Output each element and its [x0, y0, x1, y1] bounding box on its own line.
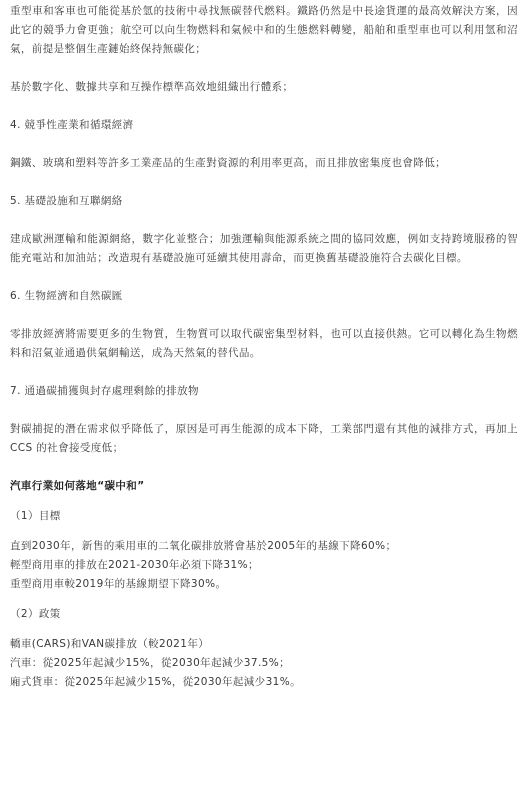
policy-item-cars-van: 轎車(CARS)和VAN碳排放（較2021年）: [10, 638, 210, 650]
paragraph-bioeconomy: 零排放經濟將需要更多的生物質，生物質可以取代碳密集型材料，也可以直接供熱。它可以轉化為生物燃料和沼氣並通過供氣網輸送，成為天然氣的替代品。: [10, 328, 518, 359]
section-title-auto-carbon-neutral: 汽車行業如何落地“碳中和”: [10, 480, 145, 492]
goal-item-heavy-commercial: 重型商用車較2019年的基線期望下降30%。: [10, 578, 227, 590]
article-body: [10, 2, 518, 692]
subheading-goals: （1）目標: [10, 510, 61, 522]
heading-carbon-capture: 7. 通過碳捕獲與封存處理剩餘的排放物: [10, 385, 199, 397]
subheading-policy: （2）政策: [10, 608, 61, 620]
policy-item-cars: 汽車：從2025年起減少15%，從2030年起減少37.5%；: [10, 657, 291, 669]
paragraph-infrastructure: 建成歐洲運輸和能源網絡，數字化並整合；加強運輸與能源系統之間的協同效應，例如支持跨境服務的智能充電站和加油站；改造現有基礎設施可延續其使用壽命，而更換舊基礎設施符合去碳化目標。: [10, 233, 518, 264]
heading-infrastructure: 5. 基礎設施和互聯網絡: [10, 195, 123, 207]
goal-item-light-commercial: 輕型商用車的排放在2021-2030年必須下降31%；: [10, 559, 259, 571]
heading-competitive-industry: 4. 競爭性產業和循環經濟: [10, 119, 134, 131]
paragraph-industry: 鋼鐵、玻璃和塑料等許多工業產品的生產對資源的利用率更高，而且排放密集度也會降低；: [10, 157, 446, 169]
heading-bioeconomy: 6. 生物經濟和自然碳匯: [10, 290, 123, 302]
paragraph-carbon-capture: 對碳捕捉的潛在需求似乎降低了，原因是可再生能源的成本下降，工業部門還有其他的減排方式，再加上CCS 的社會接受度低；: [10, 423, 518, 454]
paragraph-mobility-system: 基於數字化、數據共享和互操作標準高效地組織出行體系；: [10, 81, 294, 93]
policy-list: [10, 635, 518, 692]
goal-item-passenger-cars: 直到2030年，新售的乘用車的二氧化碳排放將會基於2005年的基線下降60%；: [10, 540, 397, 552]
policy-item-vans: 廂式貨車：從2025年起減少15%，從2030年起減少31%。: [10, 676, 302, 688]
paragraph-transport-fuels: 重型車和客車也可能從基於氫的技術中尋找無碳替代燃料。鐵路仍然是中長途貨運的最高效解決方案，因此它的競爭力會更強；航空可以向生物燃料和氣候中和的生態燃料轉變，船舶和重型車也可以利用氫和沼氣，前提是整個生產鏈始終保持無碳化；: [10, 5, 518, 55]
goals-list: [10, 537, 518, 594]
